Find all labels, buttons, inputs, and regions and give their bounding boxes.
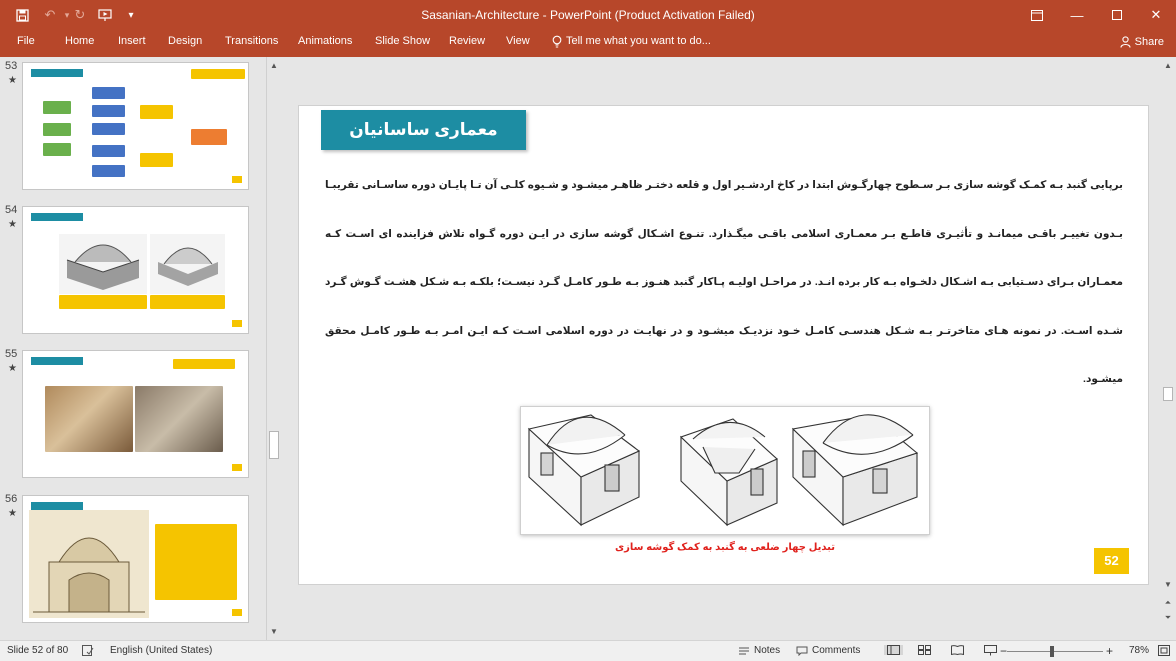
ribbon-tabs	[0, 30, 1176, 57]
animation-star-icon: ★	[8, 219, 17, 230]
slide-sorter-icon[interactable]	[918, 645, 931, 655]
next-slide-icon[interactable]: ⏷	[1164, 613, 1172, 622]
tab-design[interactable]: Design	[168, 35, 203, 47]
zoom-slider[interactable]	[1007, 651, 1103, 652]
slide-show-icon[interactable]	[984, 645, 997, 656]
undo-icon[interactable]: ↶	[44, 7, 56, 22]
thumb-palace-drawing	[29, 510, 149, 618]
tab-animations[interactable]: Animations	[298, 35, 353, 47]
normal-view-icon[interactable]	[884, 645, 903, 655]
scroll-up-icon[interactable]: ▲	[1164, 61, 1172, 70]
slide-thumbnails-pane	[0, 57, 266, 640]
tab-slide-show[interactable]: Slide Show	[375, 35, 431, 47]
thumb-number: 54	[5, 204, 18, 216]
slide-scrollbar[interactable]	[1160, 57, 1176, 640]
animation-star-icon: ★	[8, 75, 17, 86]
thumb-dome-drawing	[150, 234, 225, 294]
scroll-up-icon[interactable]: ▲	[270, 61, 278, 70]
fit-slide-icon[interactable]	[1158, 645, 1170, 656]
reading-view-icon[interactable]	[951, 645, 964, 655]
previous-slide-icon[interactable]: ⏶	[1164, 598, 1172, 607]
slide-editor	[284, 57, 1160, 640]
title-bar	[0, 0, 1176, 30]
thumbnails-scrollbar[interactable]	[266, 57, 280, 640]
thumb-slide-56[interactable]	[22, 495, 249, 623]
thumb-number: 53	[5, 60, 18, 72]
thumb-slide-55[interactable]	[22, 350, 249, 478]
thumb-slide-53[interactable]	[22, 62, 249, 190]
scroll-thumb[interactable]	[1163, 387, 1173, 401]
notes-button[interactable]	[738, 645, 780, 656]
share-label: Share	[1134, 36, 1164, 48]
status-bar	[0, 640, 1176, 661]
figure-caption[interactable]: تبدیل چهار ضلعی به گنبد به کمک گوشه سازی	[615, 542, 835, 553]
comments-label: Comments	[812, 645, 861, 656]
slide-title[interactable]: معماری ساسانیان	[321, 110, 526, 150]
language-indicator[interactable]: English (United States)	[110, 645, 213, 656]
notes-label: Notes	[754, 645, 781, 656]
share-button[interactable]	[1120, 32, 1164, 52]
scroll-down-icon[interactable]: ▼	[270, 627, 278, 636]
person-icon	[1120, 36, 1131, 48]
thumb-dome-drawing	[59, 234, 147, 294]
start-from-beginning-icon[interactable]	[95, 5, 115, 25]
zoom-in-icon[interactable]: +	[1106, 644, 1114, 658]
slide-body-text[interactable]: برپایی گنبد بـه کمـک گوشه سازی بـر سـطوح چهارگـوش ابتدا در کاخ اردشـیر اول و قلعه دختـر ظاهـر میشـود و شـیوه کلـی آن تـا پایـان دوره ساسـانی تقریبـا بـدون تغییـر باقـی میمانـد و تأثیـری قاطـع بـر معمـاری اسلامی باقـی میگـذارد. تنـوع اشـکال گوشه سازی در ایـن دوره گـواه تلاش فزاینده ای اسـت کـه معمـاران بـرای دسـتیابی بـه اشـکال دلخـواه بـه کار برده انـد. در مراحـل اولیـه پـاکار گنبد هنـوز بـه طـور کامـل گـرد نیسـت؛ بلکـه بـه شـکل هشـت گـوش گـرد شـده اسـت. در نمونه هـای متاخرتـر بـه شـکل هندسـی کامـل خـود نزدیـک میشـود و در نهایـت در دوره اسلامی اسـت کـه ایـن امـر بـه طـور کامـل محقق میشـود.	[325, 179, 1123, 385]
squinch-diagram-image[interactable]	[520, 406, 930, 535]
comment-icon	[796, 646, 808, 656]
notes-icon	[738, 646, 750, 656]
redo-icon[interactable]: ↻	[74, 7, 86, 22]
tab-view[interactable]: View	[506, 35, 530, 47]
slide-counter: Slide 52 of 80	[7, 645, 69, 656]
tab-home[interactable]: Home	[65, 35, 95, 47]
tab-review[interactable]: Review	[449, 35, 486, 47]
scroll-down-icon[interactable]: ▼	[1164, 580, 1172, 589]
tell-me-text: Tell me what you want to do...	[566, 35, 711, 47]
thumb-number: 56	[5, 493, 18, 505]
lightbulb-icon	[552, 35, 562, 48]
customize-qat-icon[interactable]: ▾	[128, 9, 134, 21]
tab-file[interactable]: File	[17, 35, 35, 47]
save-icon[interactable]	[12, 5, 32, 25]
animation-star-icon: ★	[8, 363, 17, 374]
scroll-thumb[interactable]	[269, 431, 279, 459]
squinch-transition-drawing	[521, 407, 931, 536]
thumb-title-bar	[31, 69, 83, 77]
zoom-slider-handle[interactable]	[1050, 646, 1054, 657]
window-title: Sasanian-Architecture - PowerPoint (Product Activation Failed)	[421, 8, 755, 22]
slide-number-badge: 52	[1094, 548, 1129, 574]
tab-transitions[interactable]: Transitions	[225, 35, 279, 47]
tab-insert[interactable]: Insert	[118, 35, 146, 47]
current-slide[interactable]	[298, 105, 1149, 585]
ribbon-display-options-icon[interactable]	[1017, 0, 1057, 30]
spelling-icon[interactable]	[82, 645, 94, 656]
minimize-icon[interactable]: —	[1070, 7, 1084, 23]
animation-star-icon: ★	[8, 508, 17, 519]
zoom-out-icon[interactable]: −	[1000, 644, 1008, 658]
undo-dropdown-icon[interactable]: ▾	[64, 9, 70, 20]
maximize-icon[interactable]	[1097, 0, 1137, 30]
tell-me-box[interactable]	[552, 30, 711, 52]
comments-button[interactable]	[796, 645, 860, 656]
thumb-number: 55	[5, 348, 18, 360]
thumb-slide-54[interactable]	[22, 206, 249, 334]
zoom-level[interactable]: 78%	[1129, 645, 1150, 656]
close-icon[interactable]: ✕	[1150, 7, 1162, 22]
